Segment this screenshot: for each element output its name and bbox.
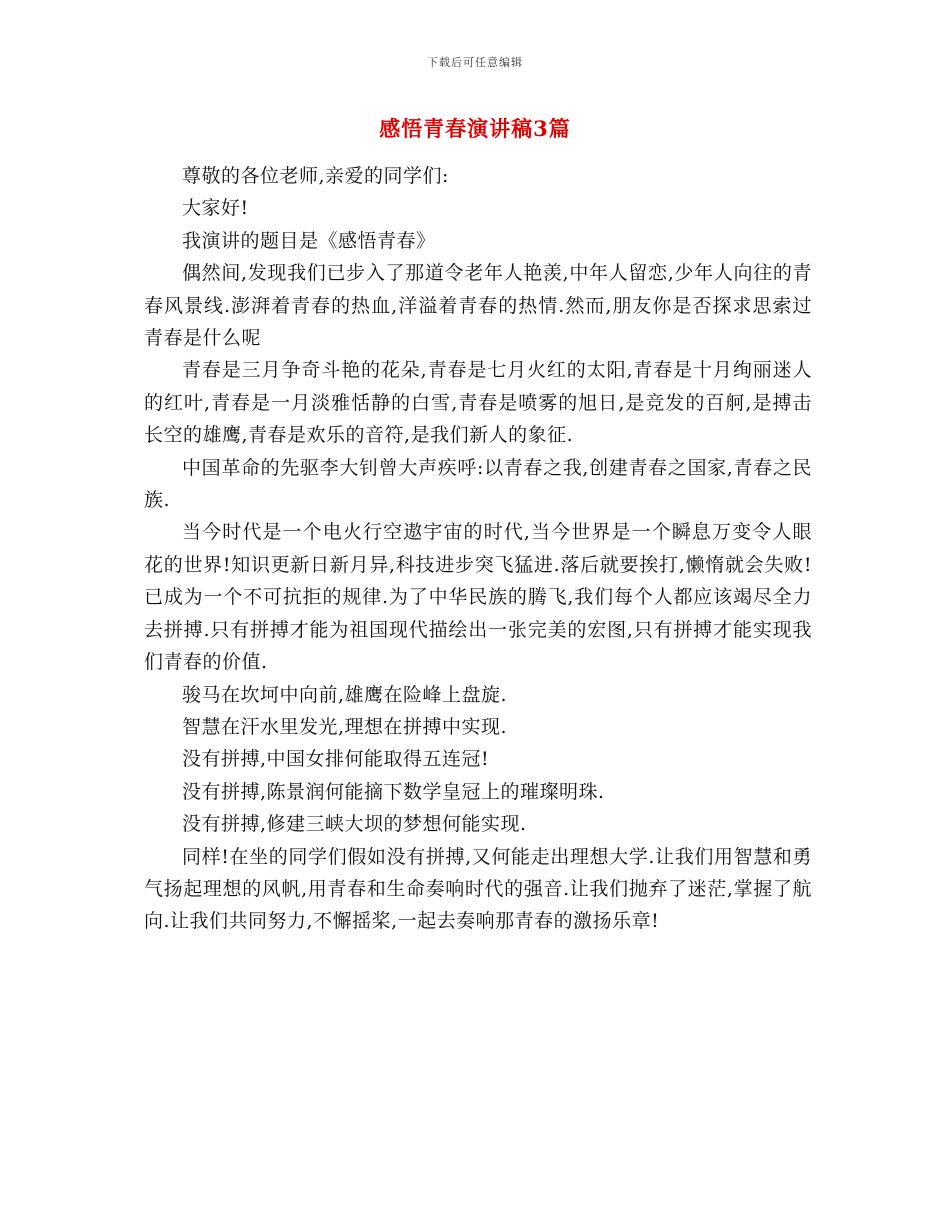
paragraph: 中国革命的先驱李大钊曾大声疾呼:以青春之我,创建青春之国家,青春之民族.: [144, 456, 812, 512]
paragraph: 没有拼搏,中国女排何能取得五连冠!: [182, 748, 490, 771]
paragraph: 没有拼搏,陈景润何能摘下数学皇冠上的璀璨明珠.: [182, 780, 605, 803]
page-header-note: 下载后可任意编辑: [427, 56, 523, 69]
paragraph: 骏马在坎坷中向前,雄鹰在险峰上盘旋.: [182, 683, 508, 706]
paragraph: 没有拼搏,修建三峡大坝的梦想何能实现.: [182, 813, 527, 836]
paragraph-topic: 我演讲的题目是《感悟青春》: [182, 229, 436, 252]
paragraph-hello: 大家好!: [182, 197, 249, 220]
paragraph: 当今时代是一个电火行空遨宇宙的时代,当今世界是一个瞬息万变令人眼花的世界!知识更新日新月异,科技进步突飞猛进.落后就要挨打,懒惰就会失败!已成为一个不可抗拒的规律.为了中华民族的腾飞,我们每个人都应该竭尽全力去拼搏.只有拼搏才能为祖国现代描绘出一张完美的宏图,只有拼搏才能实现我们青春的价值.: [144, 521, 812, 674]
paragraph-greeting: 尊敬的各位老师,亲爱的同学们:: [182, 165, 449, 187]
paragraph: 青春是三月争奇斗艳的花朵,青春是七月火红的太阳,青春是十月绚丽迷人的红叶,青春是一月淡雅恬静的白雪,青春是喷雾的旭日,是竞发的百舸,是搏击长空的雄鹰,青春是欢乐的音符,是我们新人的象征.: [144, 359, 812, 447]
paragraph: 智慧在汗水里发光,理想在拼搏中实现.: [182, 715, 508, 738]
document-title: 感悟青春演讲稿3篇: [379, 116, 571, 141]
document-body: [144, 160, 812, 938]
paragraph: 偶然间,发现我们已步入了那道令老年人艳羡,中年人留恋,少年人向往的青春风景线.澎湃着青春的热血,洋溢着青春的热情.然而,朋友你是否探求思索过青春是什么呢: [144, 262, 812, 350]
paragraph-closing: 同样!在坐的同学们假如没有拼搏,又何能走出理想大学.让我们用智慧和勇气扬起理想的风帆,用青春和生命奏响时代的强音.让我们抛弃了迷茫,掌握了航向.让我们共同努力,不懈摇桨,一起去奏响那青春的激扬乐章!: [144, 845, 812, 933]
